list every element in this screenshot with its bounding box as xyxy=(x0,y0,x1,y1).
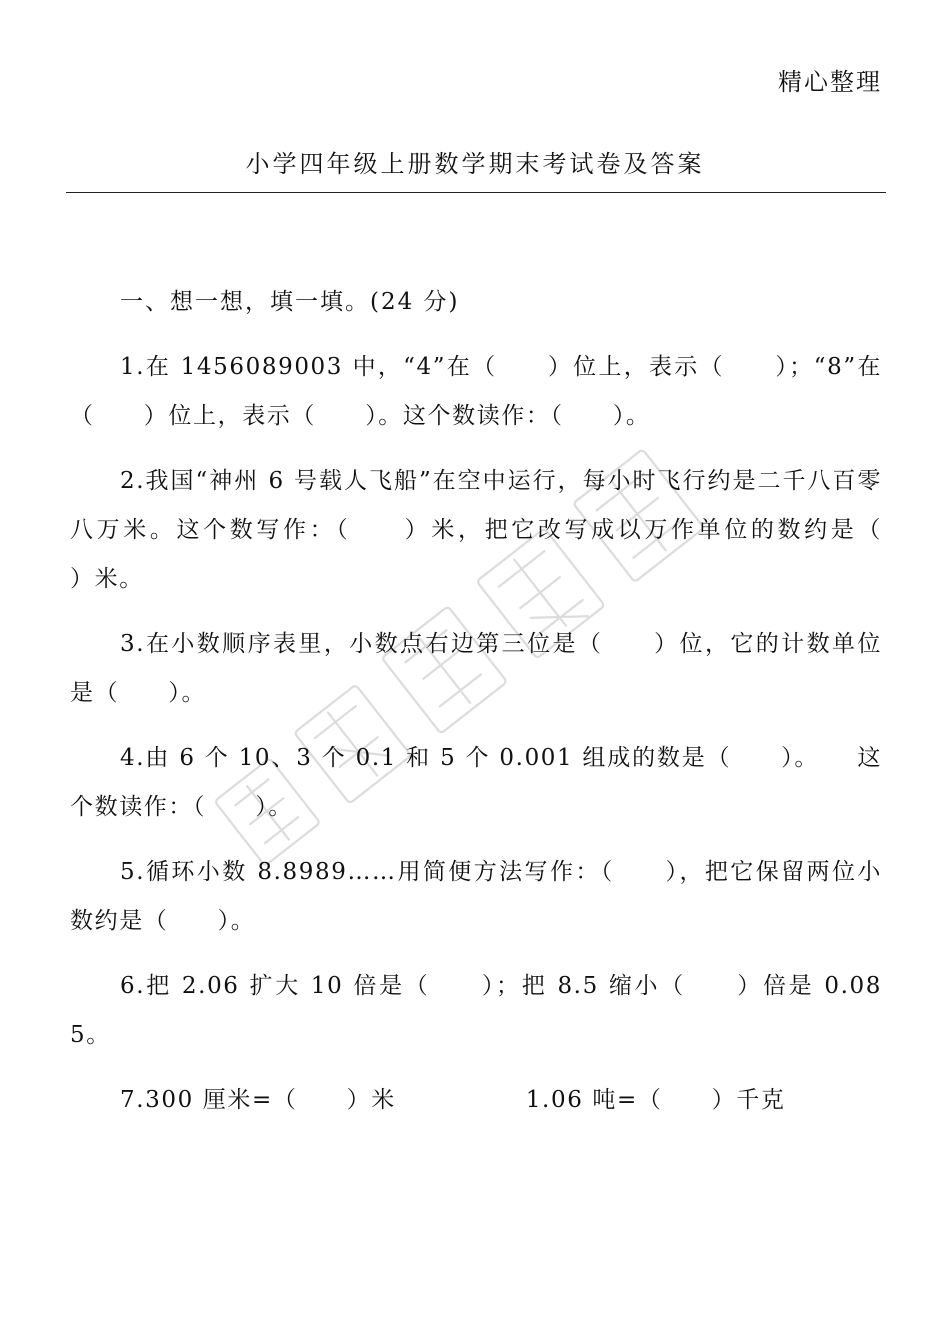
question-3: 3.在小数顺序表里，小数点右边第三位是（ ）位，它的计数单位是（ ）。 xyxy=(70,631,882,706)
question-7-part-a: 7.300 厘米=（ ）米 xyxy=(120,1087,396,1113)
question-6: 6.把 2.06 扩大 10 倍是（ ）；把 8.5 缩小（ ）倍是 0.085。 xyxy=(70,973,882,1048)
title-divider xyxy=(66,192,886,193)
question-1: 1.在 1456089003 中，“4”在（ ）位上，表示（ ）；“8”在（ ）位上，表示（ ）。这个数读作：（ ）。 xyxy=(70,354,882,429)
document-title: 小学四年级上册数学期末考试卷及答案 xyxy=(245,150,705,178)
question-7 xyxy=(70,1076,882,1125)
question-2: 2.我国“神州 6 号载人飞船”在空中运行，每小时飞行约是二千八百零八万米。这个数写作：（ ）米，把它改写成以万作单位的数约是（ ）米。 xyxy=(70,468,932,592)
header-note: 精心整理 xyxy=(778,68,882,96)
question-5: 5.循环小数 8.8989……用简便方法写作：（ ），把它保留两位小数约是（ ）。 xyxy=(70,859,882,934)
question-4: 4.由 6 个 10、3 个 0.1 和 5 个 0.001 组成的数是（ ）。 这个数读作：（ ）。 xyxy=(70,745,882,820)
section-heading: 一、想一想，填一填。(24 分) xyxy=(120,289,460,315)
exam-content xyxy=(70,278,932,1125)
question-7-part-b: 1.06 吨=（ ）千克 xyxy=(525,1087,786,1113)
